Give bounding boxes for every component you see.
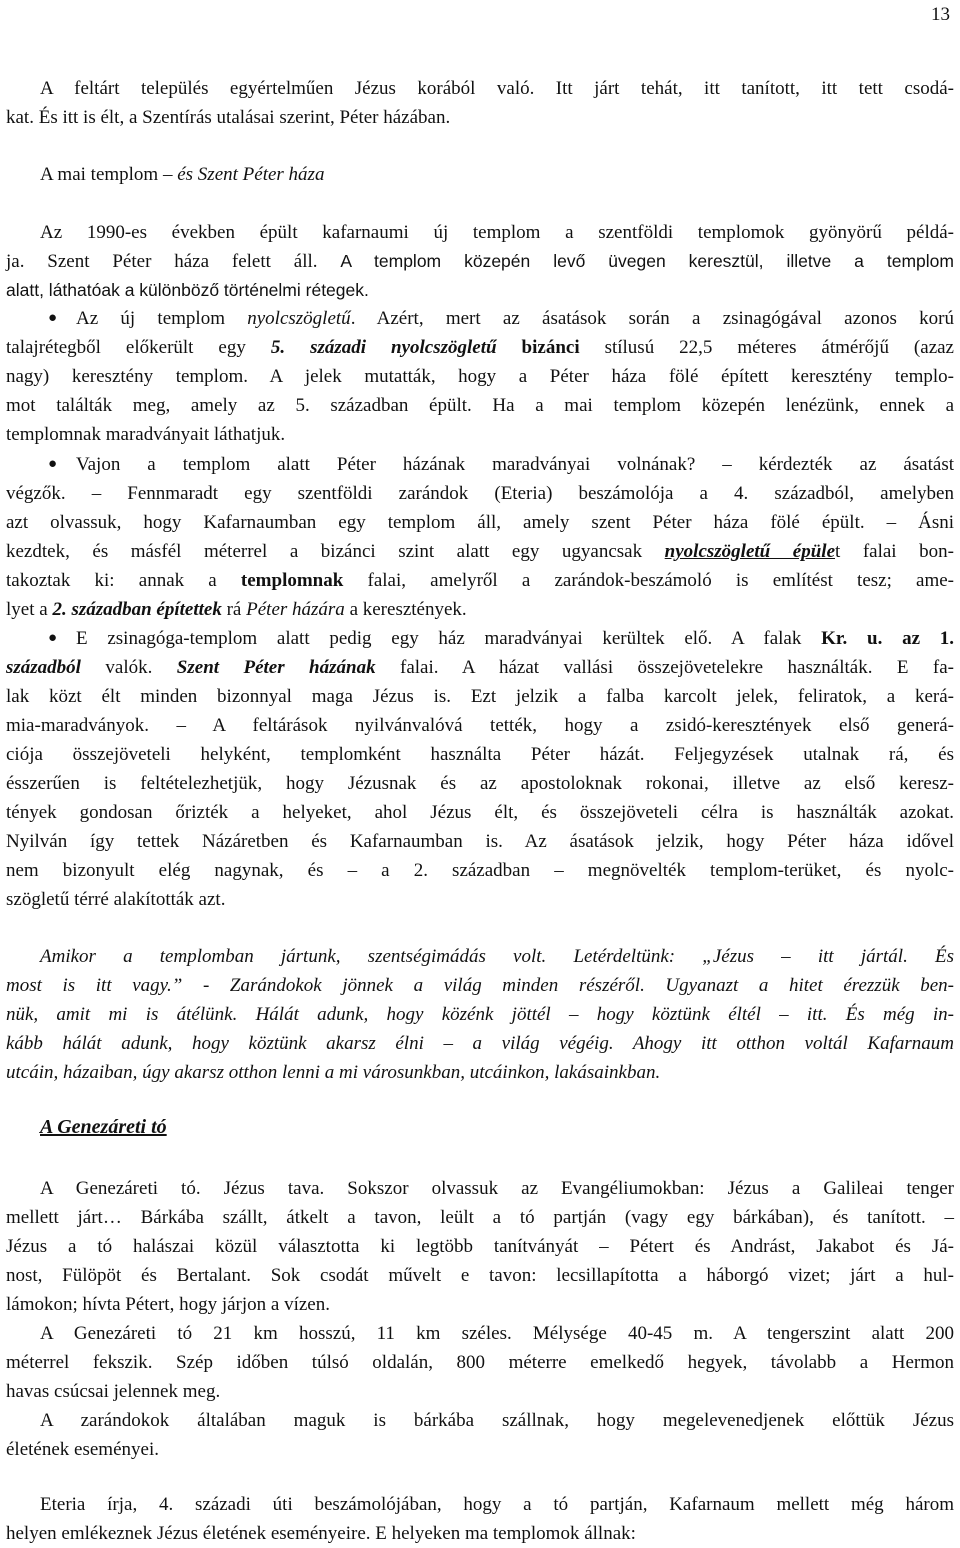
paragraph-adoration — [6, 942, 954, 1087]
text-line: századból valók. Szent Péter házának falai. A házat vallási összejövetelekre használták. E fa- — [6, 657, 954, 678]
text-line: ja. Szent Péter háza felett áll. A templom közepén levő üvegen keresztül, illetve a templom — [6, 251, 954, 272]
text-line: lak közt élt minden bizonnyal maga Jézus is. Ezt jelzik a falba karcolt jelek, feliratok, a kerá- — [6, 686, 954, 707]
text-line: templomnak maradványait láthatjuk. — [6, 424, 286, 445]
text-line: Eteria írja, 4. századi úti beszámolójában, hogy a tó partján, Kafarnaum mellett még három — [40, 1494, 954, 1515]
bullet-icon: ● — [48, 456, 58, 472]
text-line: talajrétegből előkerült egy 5. századi nyolcszögletű bizánci stílusú 22,5 méteres átmérőjű (azaz — [6, 337, 954, 358]
page-number: 13 — [931, 4, 950, 25]
paragraph-lake-facts — [6, 1319, 954, 1406]
text-line: most is itt vagy.” - Zarándokok jönnek a világ minden részéről. Ugyanazt a hitet érezzük ben- — [6, 975, 954, 996]
text-line: nük, amit mi is átélünk. Hálát adunk, hogy közénk jöttél – hogy köztünk éltél – itt. És még in- — [6, 1004, 954, 1025]
text-line: lámokon; hívta Pétert, hogy járjon a vízen. — [6, 1294, 330, 1315]
text-line: kezdtek, és másfél méterrel a bizánci szint alatt egy ugyancsak nyolcszögletű épület falai bon- — [6, 541, 954, 562]
text-line: mellett járt… Bárkába szállt, átkelt a tavon, leült a tó partján (vagy egy bárkában), és tanított. – — [6, 1207, 954, 1228]
bullet-peter-house-question — [6, 450, 954, 624]
paragraph-intro — [6, 74, 954, 132]
text-line: végzők. – Fennmaradt egy szentföldi zarándok (Eteria) beszámolója a 4. századból, amelyben — [6, 483, 954, 504]
text-line: nost, Fülöpöt és Bertalant. Sok csodát művelt e tavon: lecsillapította a háborgó vizet; járt a hul- — [6, 1265, 954, 1286]
text-line: szögletű térré alakították azt. — [6, 889, 226, 910]
text-line: azt olvassuk, hogy Kafarnaumban egy templom áll, amely szent Péter háza fölé épült. – Ásni — [6, 512, 954, 533]
text-line: A zarándokok általában maguk is bárkába szállnak, hogy megelevenedjenek előttük Jézus — [40, 1410, 954, 1431]
text-line: helyen emlékeznek Jézus életének eseményeire. E helyeken ma templomok állnak: — [6, 1523, 636, 1544]
bullet-first-line: ● Az új templom nyolcszögletű. Azért, mert az ásatások során a zsinagógával azonos korú — [6, 304, 954, 333]
bullet-synagogue-church — [6, 624, 954, 914]
bullet-icon: ● — [48, 310, 58, 326]
paragraph-lake-intro — [6, 1174, 954, 1319]
paragraph-eteria — [6, 1490, 954, 1548]
text-line: lyet a 2. században építettek rá Péter házára a keresztények. — [6, 599, 467, 620]
text-line: mia-maradványok. – A feltárások nyilvánvalóvá tették, hogy a zsidó-keresztények első generá- — [6, 715, 954, 736]
text-line: utcáin, házaiban, úgy akarsz otthon lenni a mi városunkban, utcáinkon, lakásainkban. — [6, 1062, 661, 1083]
text-line: ciója összejöveteli helyként, templomként használta Péter házát. Feljegyzések utalnak rá, és — [6, 744, 954, 765]
subheading-mai-templom: A mai templom – és Szent Péter háza — [40, 164, 325, 185]
section-heading: A Genezáreti tó — [40, 1116, 167, 1138]
text-line: Az 1990-es években épült kafarnaumi új templom a szentföldi templomok gyönyörű példá- — [40, 222, 954, 243]
text-line: kat. És itt is élt, a Szentírás utalásai szerint, Péter házában. — [6, 107, 451, 128]
bullet-octagonal-church — [6, 304, 954, 449]
text-line: mot találták meg, amely az 5. században épült. Ha a mai templom közepén lenézünk, ennek a — [6, 395, 954, 416]
bullet-first-line: ● E zsinagóga-templom alatt pedig egy ház maradványai kerültek elő. A falak Kr. u. az 1. — [6, 624, 954, 653]
text-line: nem bizonyult elég nagynak, és – a 2. században – megnövelték templom-terüket, és nyolc- — [6, 860, 954, 881]
text-line: méterrel fekszik. Szép időben túlsó oldalán, 800 méterre emelkedő hegyek, távolabb a Hermon — [6, 1352, 954, 1373]
text-line: alatt, láthatóak a különböző történelmi rétegek. — [6, 280, 369, 300]
text-line: takoztak ki: annak a templomnak falai, amelyről a zarándok-beszámoló is említést tesz; ame- — [6, 570, 954, 591]
text-line: A Genezáreti tó 21 km hosszú, 11 km széles. Mélysége 40-45 m. A tengerszint alatt 200 — [40, 1323, 954, 1344]
text-line: A Genezáreti tó. Jézus tava. Sokszor olvassuk az Evangéliumokban: Jézus a Galileai tenger — [40, 1178, 954, 1199]
text-line: Amikor a templomban jártunk, szentségimádás volt. Letérdeltünk: „Jézus – itt jártál. És — [40, 946, 954, 967]
text-line: nagy) keresztény templom. A jelek mutatták, hogy a Péter háza fölé épített keresztény templo- — [6, 366, 954, 387]
paragraph-pilgrims — [6, 1406, 954, 1464]
paragraph-new-church — [6, 218, 954, 305]
text-line: ésszerűen is feltételezhetjük, hogy Jézusnak és az apostoloknak rokonai, illetve az első keresz- — [6, 773, 954, 794]
text-line: Nyilván így tettek Názáretben és Kafarnaumban is. Az ásatások jelzik, hogy Péter háza idővel — [6, 831, 954, 852]
text-line: életének eseményei. — [6, 1439, 159, 1460]
text-line: havas csúcsai jelennek meg. — [6, 1381, 221, 1402]
text-line: kább hálát adunk, hogy köztünk akarsz élni – a világ végéig. Ahogy itt otthon voltál Kafarnaum — [6, 1033, 954, 1054]
bullet-icon: ● — [48, 630, 58, 646]
text-line: tények gondosan őrizték a helyeket, ahol Jézus élt, és összejöveteli célra is használták azokat. — [6, 802, 954, 823]
text-line: Jézus a tó halászai közül választotta ki legtöbb tanítványát – Pétert és Andrást, Jakabot és Já- — [6, 1236, 954, 1257]
text-line: A feltárt település egyértelműen Jézus korából való. Itt járt tehát, itt tanított, itt tett csodá- — [40, 78, 954, 99]
bullet-first-line: ● Vajon a templom alatt Péter házának maradványai volnának? – kérdezték az ásatást — [6, 450, 954, 479]
